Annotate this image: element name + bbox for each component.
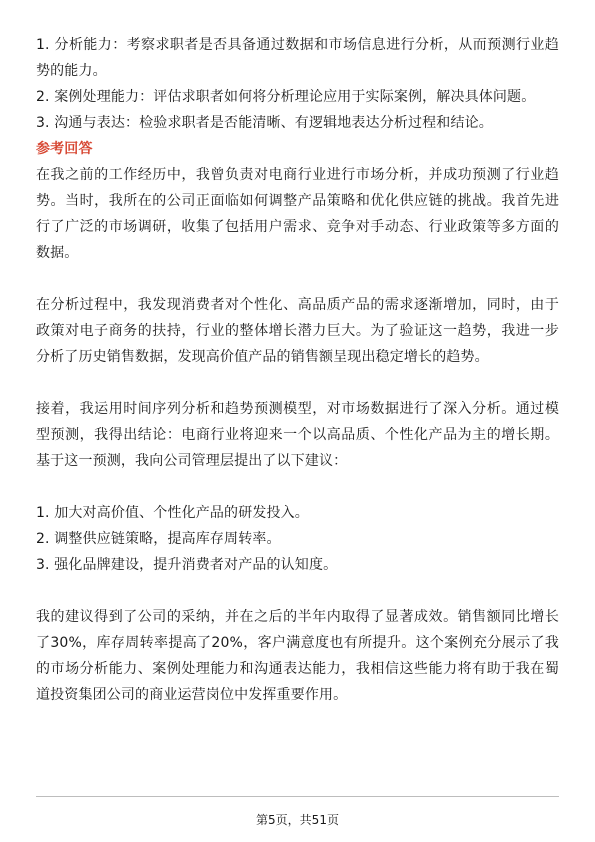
answer-paragraph-3: 接着，我运用时间序列分析和趋势预测模型，对市场数据进行了深入分析。通过模型预测，我得出结论：电商行业将迎来一个以高品质、个性化产品为主的增长期。基于这一预测，我向公司管理层提出了以下建议： <box>36 401 559 469</box>
suggestion-item: 2. 调整供应链策略，提高库存周转率。 <box>36 531 281 547</box>
criteria-item-case-handling: 2. 案例处理能力：评估求职者如何将分析理论应用于实际案例，解决具体问题。 <box>36 89 536 105</box>
answer-paragraph-4: 我的建议得到了公司的采纳，并在之后的半年内取得了显著成效。销售额同比增长了30%，库存周转率提高了20%，客户满意度也有所提升。这个案例充分展示了我的市场分析能力、案例处理能力和沟通表达能力，我相信这些能力将有助于我在蜀道投资集团公司的商业运营岗位中发挥重要作用。 <box>36 609 559 703</box>
answer-paragraph-1: 在我之前的工作经历中，我曾负责对电商行业进行市场分析，并成功预测了行业趋势。当时，我所在的公司正面临如何调整产品策略和优化供应链的挑战。我首先进行了广泛的市场调研，收集了包括用户需求、竞争对手动态、行业政策等多方面的数据。 <box>36 167 559 261</box>
criteria-item-communication: 3. 沟通与表达：检验求职者是否能清晰、有逻辑地表达分析过程和结论。 <box>36 115 493 131</box>
footer-divider <box>36 796 559 797</box>
paragraph-spacer <box>36 578 559 604</box>
paragraph-spacer <box>36 370 559 396</box>
page-content <box>36 32 559 708</box>
criteria-item-analysis: 1. 分析能力：考察求职者是否具备通过数据和市场信息进行分析，从而预测行业趋势的能力。 <box>36 37 559 79</box>
paragraph-spacer <box>36 266 559 292</box>
suggestion-list <box>36 500 559 578</box>
suggestion-item: 1. 加大对高价值、个性化产品的研发投入。 <box>36 505 309 521</box>
answer-paragraph-2: 在分析过程中，我发现消费者对个性化、高品质产品的需求逐渐增加，同时，由于政策对电子商务的扶持，行业的整体增长潜力巨大。为了验证这一趋势，我进一步分析了历史销售数据，发现高价值产品的销售额呈现出稳定增长的趋势。 <box>36 297 559 365</box>
answer-heading: 参考回答 <box>36 141 93 157</box>
page-number: 第5页，共51页 <box>256 813 339 827</box>
suggestion-item: 3. 强化品牌建设，提升消费者对产品的认知度。 <box>36 557 338 573</box>
paragraph-spacer <box>36 474 559 500</box>
evaluation-criteria-list <box>36 32 559 136</box>
